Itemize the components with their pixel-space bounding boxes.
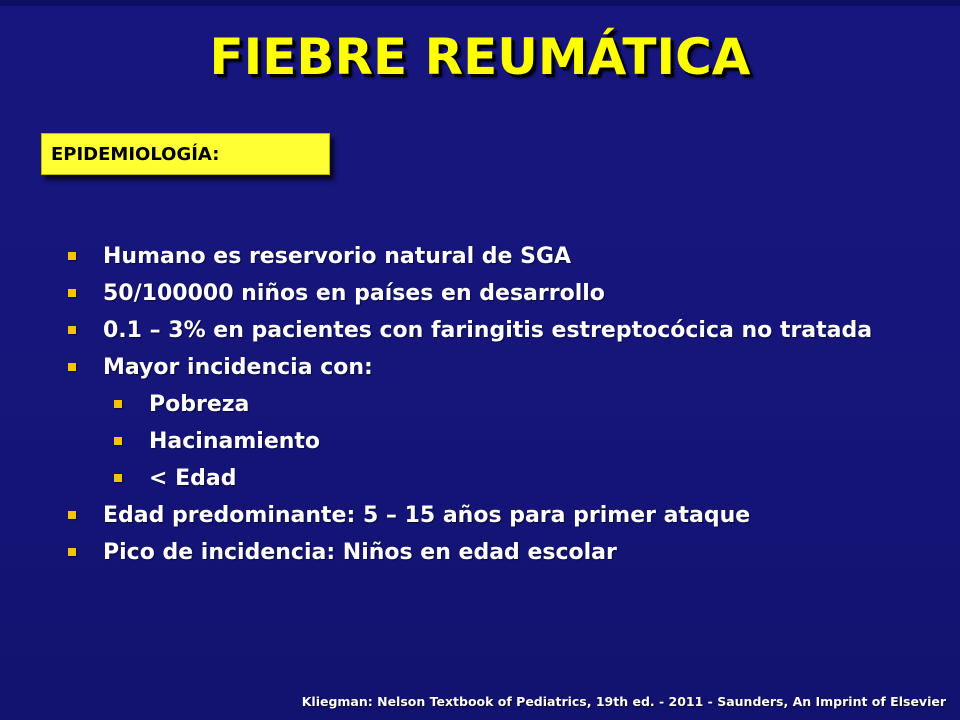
sub-bullet-item (66, 460, 881, 497)
sub-bullet-item (66, 386, 881, 423)
bullet-text: Pico de incidencia: Niños en edad escolar (103, 540, 617, 565)
bullet-text: Humano es reservorio natural de SGA (103, 244, 572, 269)
bullet-item (66, 275, 881, 312)
sub-bullet-text: Hacinamiento (149, 429, 321, 454)
bullet-item (66, 238, 881, 275)
square-bullet-icon (114, 437, 122, 445)
sub-bullet-text: Pobreza (149, 392, 250, 417)
bullet-item (66, 497, 881, 534)
bullet-list (66, 238, 881, 571)
square-bullet-icon (68, 252, 76, 260)
bullet-text: 0.1 – 3% en pacientes con faringitis estreptocócica no tratada (103, 318, 873, 343)
bullet-text: Mayor incidencia con: (103, 355, 373, 380)
square-bullet-icon (68, 289, 76, 297)
citation-footer: Kliegman: Nelson Textbook of Pediatrics, 19th ed. - 2011 - Saunders, An Imprint of Elsevier (301, 694, 946, 709)
sub-bullet-item (66, 423, 881, 460)
square-bullet-icon (68, 326, 76, 334)
square-bullet-icon (114, 474, 122, 482)
square-bullet-icon (68, 548, 76, 556)
square-bullet-icon (68, 511, 76, 519)
bullet-item (66, 534, 881, 571)
slide-title: FIEBRE REUMÁTICA (209, 28, 751, 86)
section-heading-box (41, 133, 330, 175)
bullet-text: 50/100000 niños en países en desarrollo (103, 281, 605, 306)
bullet-text: Edad predominante: 5 – 15 años para primer ataque (103, 503, 751, 528)
bullet-item (66, 312, 881, 349)
section-heading-label: EPIDEMIOLOGÍA: (51, 144, 220, 165)
square-bullet-icon (114, 400, 122, 408)
sub-bullet-text: < Edad (149, 466, 237, 491)
square-bullet-icon (68, 363, 76, 371)
bullet-item (66, 349, 881, 386)
